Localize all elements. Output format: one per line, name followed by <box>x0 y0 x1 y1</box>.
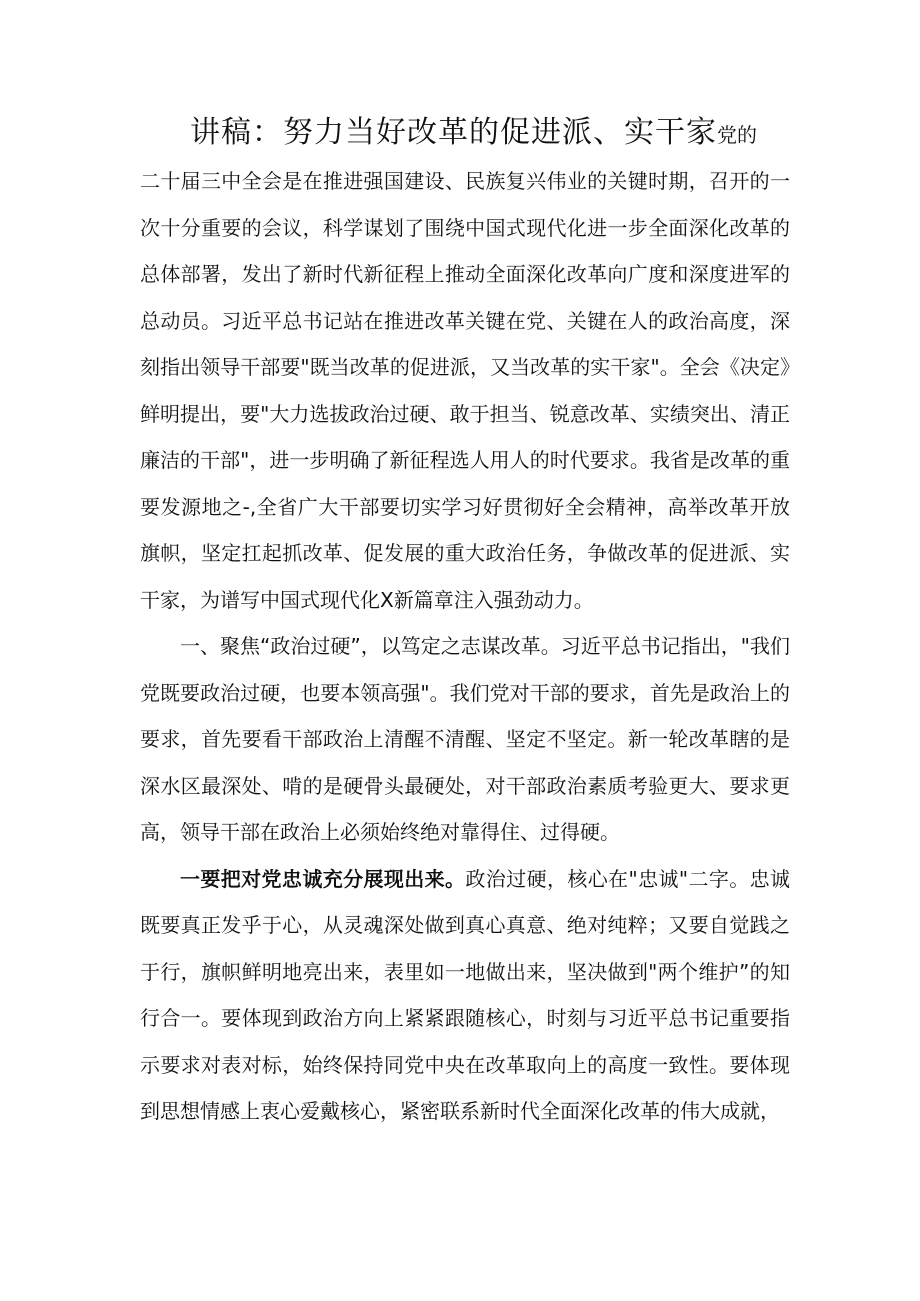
paragraph-section-one <box>140 623 790 856</box>
paragraph-text: 政治过硬，核心在"忠诚"二字。忠诚既要真正发乎于心，从灵魂深处做到真心真意、绝对纯粹；又要自觉践之于行，旗帜鲜明地亮出来，表里如一地做出来，坚决做到"两个维护”的知行合一。要体现到政治方向上紧紧跟随核心，时刻与习近平总书记重要指示要求对表对标，始终保持同党中央在改革取向上的高度一致性。要体现到思想情感上衷心爱戴核心，紧密联系新时代全面深化改革的伟大成就， <box>140 866 791 1123</box>
title-tail: 党的 <box>717 123 757 147</box>
paragraph-lead: 一要把对党忠诚充分展现出来。 <box>180 866 466 891</box>
document-body <box>140 110 790 1135</box>
paragraph-point-one <box>140 856 790 1135</box>
paragraph-text: 一、聚焦“政治过硬”，以笃定之志谋改革。习近平总书记指出，"我们党既要政治过硬，也要本领高强"。我们党对干部的要求，首先是政治上的要求，首先要看干部政治上清醒不清醒、坚定不坚定。新一轮改革瞎的是深水区最深处、啃的是硬骨头最硬处，对干部政治素质考验更大、要求更高，领导干部在政治上必须始终绝对靠得住、过得硬。 <box>140 634 790 844</box>
paragraph-intro <box>140 158 790 623</box>
title-main: 讲稿：努力当好改革的促进派、实干家 <box>190 115 717 150</box>
paragraph-text: 二十届三中全会是在推进强国建设、民族复兴伟业的关键时期，召开的一次十分重要的会议，科学谋划了围绕中国式现代化进一步全面深化改革的总体部署，发出了新时代新征程上推动全面深化改革向广度和深度进军的总动员。习近平总书记站在推进改革关键在党、关键在人的政治高度，深刻指出领导干部要"既当改革的促进派，又当改革的实干家"。全会《决定》鲜明提出，要"大力选拔政治过硬、敢于担当、锐意改革、实绩突出、清正廉洁的干部"，进一步明确了新征程选人用人的时代要求。我省是改革的重要发源地之-,全省广大干部要切实学习好贯彻好全会精神，高举改革开放旗帜，坚定扛起抓改革、促发展的重大政治任务，争做改革的促进派、实干家，为谱写中国式现代化X新篇章注入强劲动力。 <box>140 169 790 612</box>
document-title <box>190 110 790 158</box>
